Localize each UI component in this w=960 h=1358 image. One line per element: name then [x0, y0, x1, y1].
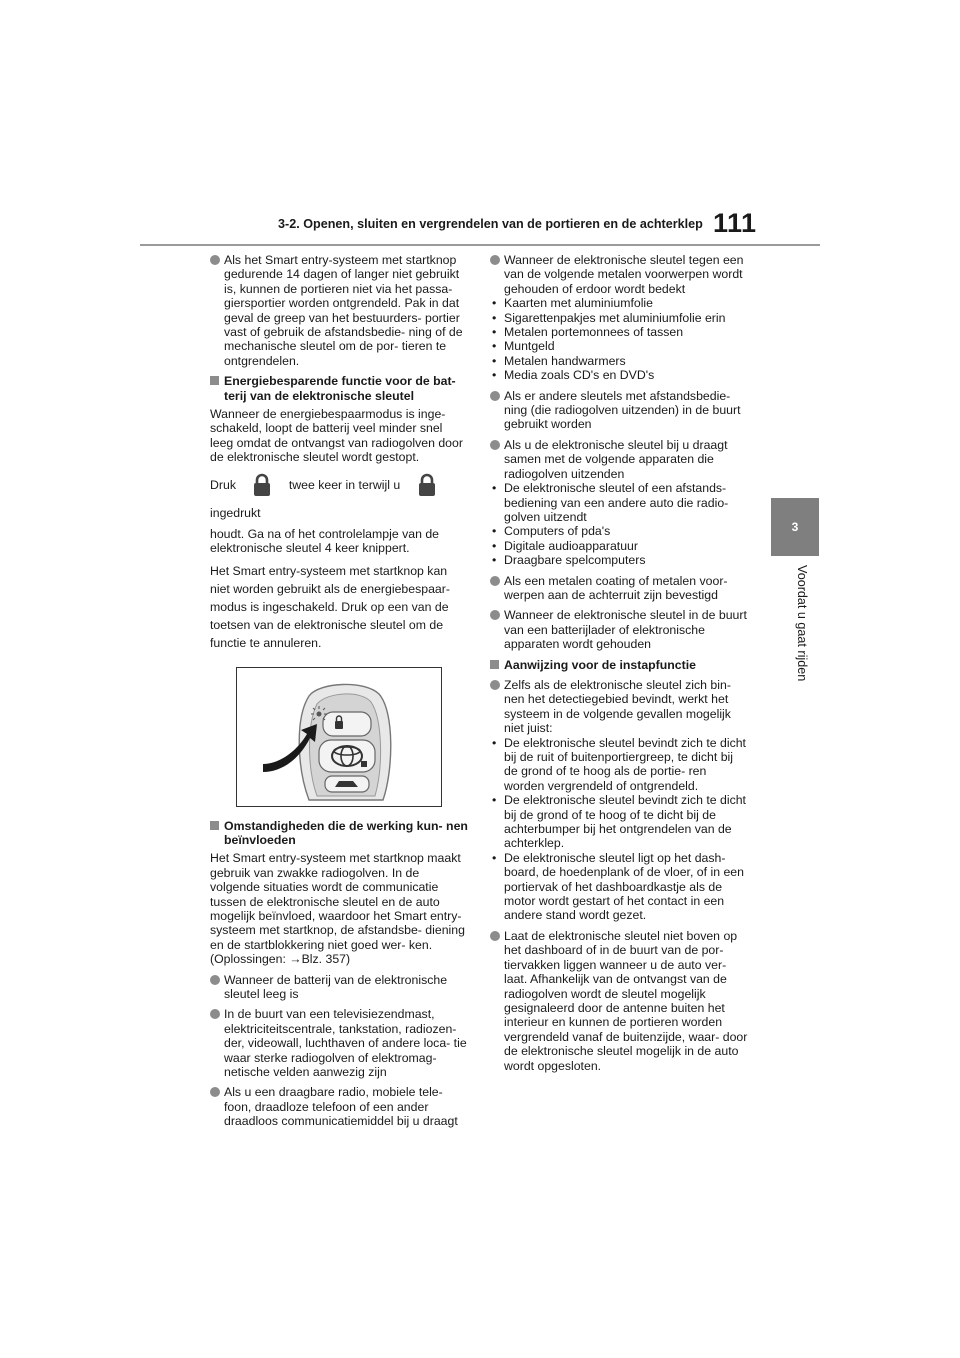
bullet-item: Laat de elektronische sleutel niet boven op het dashboard of in de buurt van de por- tiervakken liggen wanneer u de auto ver- laat. Afhankelijk van de ontvangst van de radiogolven wordt de sleutel mogelijk gesignaleerd door de antenne buiten het interieur en kunnen de portieren worden vergrendeld vanaf de buitenzijde, waar- door de elektronische sleutel mogelijk in de auto wordt opgesloten. [490, 929, 748, 1073]
list-item: • De elektronische sleutel bevindt zich te dicht bij de grond of te hoog of te dicht bij de achterbumper bij het ontgrendelen van de achterklep. [490, 793, 748, 851]
bullet-item: Als er andere sleutels met afstandsbedie- ning (die radiogolven uitzenden) in de buurt gebruikt worden [490, 389, 748, 432]
page-number: 111 [713, 208, 757, 238]
instruction-text: twee keer in terwijl u [288, 477, 401, 492]
instruction-text: Druk [210, 477, 236, 492]
bullet-item: Wanneer de elektronische sleutel tegen een van de volgende metalen voorwerpen wordt gehouden of erdoor wordt bedekt [490, 253, 748, 296]
right-column [490, 253, 748, 1079]
list-item: • Digitale audioapparatuur [490, 539, 748, 553]
sub-list [490, 296, 748, 382]
bullet-item: Wanneer de elektronische sleutel in de buurt van een batterijlader of elektronische apparaten wordt gehouden [490, 608, 748, 651]
bullet-item: In de buurt van een televisiezendmast, elektriciteitscentrale, tankstation, radiozen- der, videowall, luchthaven of andere loca- tie waar sterke radiogolven of elektromag- netische velden aanwezig zijn [210, 1007, 468, 1079]
header-divider [140, 244, 820, 246]
paragraph: Het Smart entry-systeem met startknop maakt gebruik van zwakke radiogolven. In de volgende situaties wordt de communicatie tussen de elektronische sleutel en de auto mogelijk beïnvloed, waardoor het Smart entry-systeem met startknop, de afstandsbe- diening en de startblokkering niet goed wer- ken. (Oplossingen: →Blz. 357) [210, 851, 465, 967]
bullet-item: Als het Smart entry-systeem met startknop gedurende 14 dagen of langer niet gebruikt is, kunnen de portieren niet via het passa- giersportier worden ontgrendeld. Pak in dat geval de greep van het bestuurders- portier vast of gebruik de afstandsbedie- ning of de mechanische sleutel om de por- tieren te ontgrendelen. [210, 253, 468, 368]
list-item: • Draagbare spelcomputers [490, 553, 748, 567]
chapter-number: 3 [791, 520, 799, 534]
list-item: • De elektronische sleutel ligt op het dash- board, de hoedenplank of de vloer, of in een portiervak of het dashboardkastje als de motor wordt gestart of het contact in een andere stand wordt gezet. [490, 851, 748, 923]
lock-icon [414, 473, 440, 497]
bullet-item: Als een metalen coating of metalen voor- werpen aan de achterruit zijn bevestigd [490, 574, 748, 603]
bullet-item: Als u de elektronische sleutel bij u draagt samen met de volgende apparaten die radiogolven uitzenden [490, 438, 748, 481]
section-heading: Aanwijzing voor de instapfunctie [490, 658, 748, 672]
list-item: • Metalen portemonnees of tassen [490, 325, 748, 339]
chapter-tab[interactable] [771, 498, 819, 556]
smart-key-fob-illustration [236, 667, 442, 807]
section-heading: Omstandigheden die de werking kun- nen beïnvloeden [210, 819, 468, 848]
list-item: • De elektronische sleutel bevindt zich te dicht bij de ruit of buitenportiergreep, te dicht bij de grond of te hoog als de portie- ren worden vergrendeld of ontgrendeld. [490, 736, 748, 794]
left-column [210, 253, 468, 1135]
bullet-item: Wanneer de batterij van de elektronische sleutel leeg is [210, 973, 468, 1002]
list-item: • Metalen handwarmers [490, 354, 748, 368]
paragraph: Wanneer de energiebespaarmodus is inge- schakeld, loopt de batterij veel minder snel leeg omdat de ontvangst van radiogolven door de elektronische sleutel wordt gestopt. [210, 407, 463, 465]
chapter-label: Voordat u gaat rijden [795, 565, 809, 682]
bullet-item: Als u een draagbare radio, mobiele tele- foon, draadloze telefoon of een ander draadloos communicatiemiddel bij u draagt [210, 1085, 468, 1128]
paragraph: Het Smart entry-systeem met startknop kan niet worden gebruikt als de energiebespaar- modus is ingeschakeld. Druk op een van de toetsen van de elektronische sleutel om de functie te annuleren. [210, 563, 450, 651]
bullet-item: Zelfs als de elektronische sleutel zich bin- nen het detectiegebied bevindt, werkt het systeem in de volgende gevallen mogelijk niet juist: [490, 678, 748, 736]
list-item: • Kaarten met aluminiumfolie [490, 296, 748, 310]
lock-icon [249, 473, 275, 497]
sub-list [490, 736, 748, 923]
section-heading: Energiebesparende functie voor de bat- terij van de elektronische sleutel [210, 374, 468, 403]
instruction-line [210, 471, 468, 527]
section-title: 3-2. Openen, sluiten en vergrendelen van de portieren en de achterklep [278, 217, 703, 231]
list-item: • Media zoals CD's en DVD's [490, 368, 748, 382]
list-item: • Computers of pda's [490, 524, 748, 538]
instruction-text: ingedrukt [210, 505, 261, 520]
paragraph: houdt. Ga na of het controlelampje van de elektronische sleutel 4 keer knippert. [210, 526, 440, 556]
sub-list [490, 481, 748, 567]
list-item: • Sigarettenpakjes met aluminiumfolie erin [490, 311, 748, 325]
list-item: • De elektronische sleutel of een afstands- bediening van een andere auto die radio- golven uitzendt [490, 481, 748, 524]
list-item: • Muntgeld [490, 339, 748, 353]
